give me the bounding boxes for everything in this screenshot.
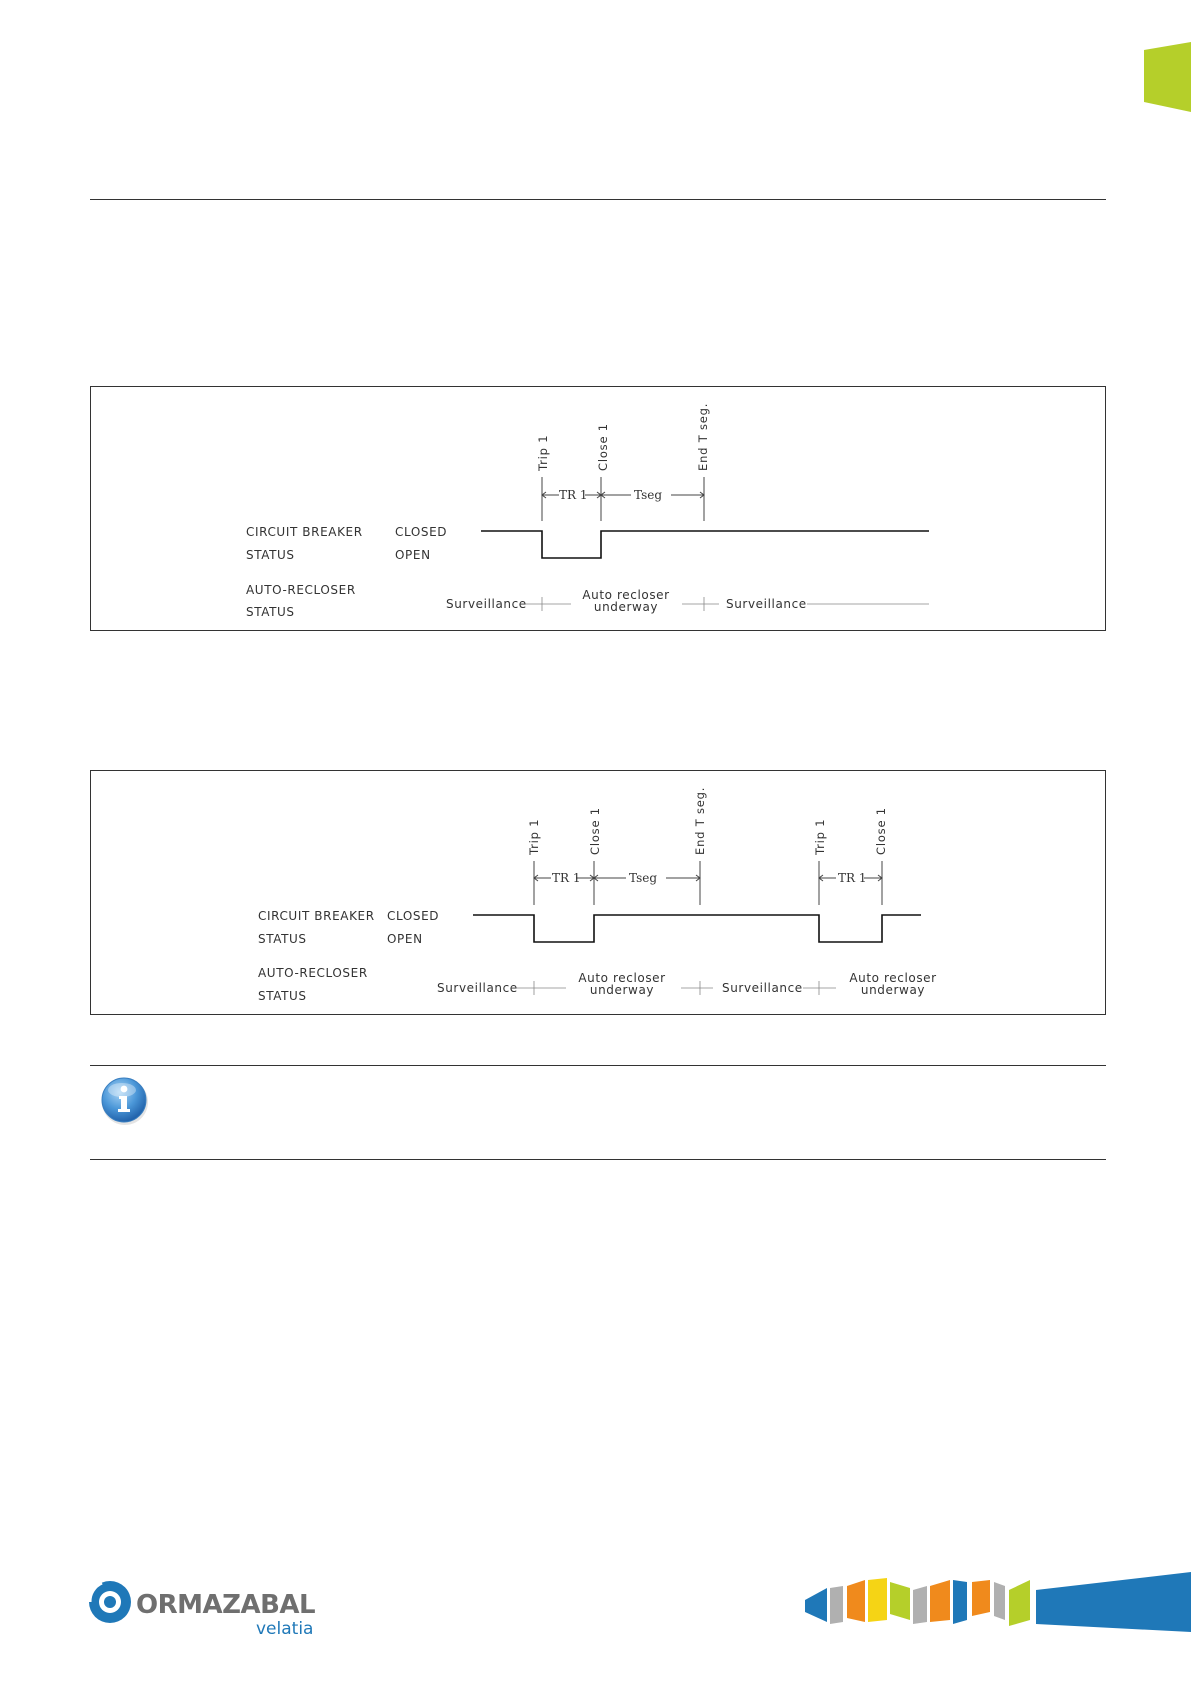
interval-label: TR 1 [559, 488, 588, 502]
cb-closed-label: CLOSED [387, 909, 440, 923]
company-name: ORMAZABAL [136, 1590, 316, 1620]
event-label: Trip 1 [536, 434, 550, 471]
cb-status-label: CIRCUIT BREAKER [246, 525, 363, 539]
ar-status-label: AUTO-RECLOSER [258, 966, 368, 980]
cb-waveform [481, 531, 929, 558]
footer-color-bar [805, 1572, 1191, 1632]
phase-label: underway [589, 983, 655, 997]
info-rule-bottom [90, 1159, 1106, 1160]
corner-tab-marker [1144, 42, 1191, 112]
interval-label: TR 1 [838, 871, 867, 885]
header-rule [90, 199, 1106, 200]
phase-label: Surveillance [446, 597, 527, 611]
group-name: velatia [256, 1619, 314, 1638]
ormazabal-logo-mark [88, 1578, 328, 1638]
interval-label: Tseg [629, 871, 658, 885]
event-label: Close 1 [874, 807, 888, 855]
phase-label: Surveillance [722, 981, 803, 995]
interval-label: TR 1 [552, 871, 581, 885]
cb-closed-label: CLOSED [395, 525, 448, 539]
phase-label: Surveillance [726, 597, 807, 611]
ar-status-label: AUTO-RECLOSER [246, 583, 356, 597]
cb-status-label: CIRCUIT BREAKER [258, 909, 375, 923]
info-rule-top [90, 1065, 1106, 1066]
timing-diagram-2 [90, 770, 1106, 1015]
phase-label: Surveillance [437, 981, 518, 995]
interval-label: Tseg [634, 488, 663, 502]
ar-status-label: STATUS [246, 605, 295, 619]
event-label: End T seg. [693, 786, 707, 855]
event-label: Close 1 [588, 807, 602, 855]
timing-diagram-1 [90, 386, 1106, 631]
cb-status-label: STATUS [258, 932, 307, 946]
info-icon [100, 1076, 150, 1126]
event-label: Trip 1 [813, 818, 827, 855]
ar-status-label: STATUS [258, 989, 307, 1003]
timing-diagram-2-svg [91, 771, 1105, 1014]
phase-label: underway [593, 600, 659, 614]
event-label: Trip 1 [527, 818, 541, 855]
phase-label: underway [860, 983, 926, 997]
event-label: End T seg. [696, 402, 710, 471]
cb-waveform [473, 915, 921, 942]
cb-status-label: STATUS [246, 548, 295, 562]
ormazabal-logo [88, 1578, 328, 1638]
timing-diagram-1-svg [91, 387, 1105, 630]
cb-open-label: OPEN [395, 548, 431, 562]
cb-open-label: OPEN [387, 932, 423, 946]
phase-label: Auto recloser [578, 971, 666, 985]
phase-label: Auto recloser [849, 971, 937, 985]
event-label: Close 1 [596, 423, 610, 471]
event-markers [534, 861, 882, 905]
phase-label: Auto recloser [582, 588, 670, 602]
